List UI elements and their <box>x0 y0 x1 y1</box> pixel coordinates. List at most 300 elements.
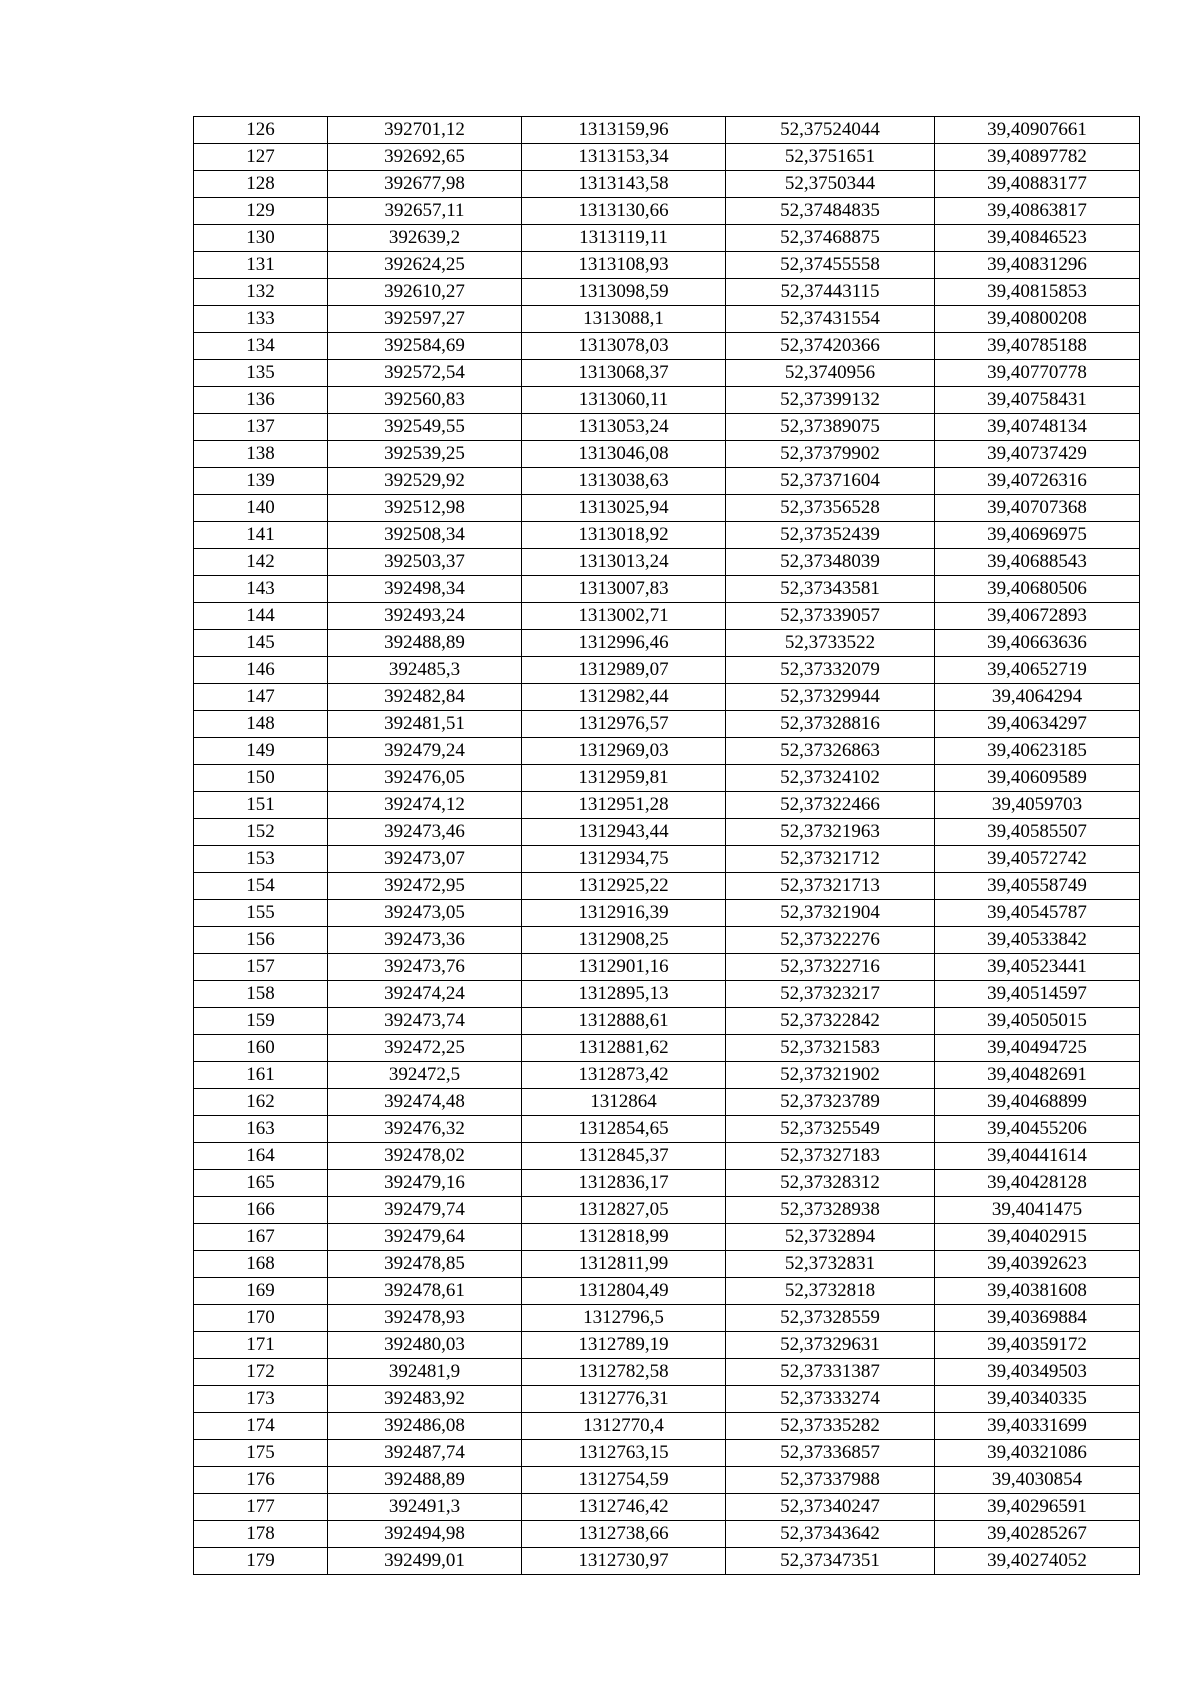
point-number-cell: 172 <box>194 1359 328 1386</box>
point-number-cell: 134 <box>194 333 328 360</box>
point-number-cell: 127 <box>194 144 328 171</box>
longitude-cell: 39,40680506 <box>935 576 1140 603</box>
x-coordinate-cell: 392488,89 <box>328 630 522 657</box>
latitude-cell: 52,37348039 <box>726 549 935 576</box>
y-coordinate-cell: 1312836,17 <box>522 1170 726 1197</box>
point-number-cell: 139 <box>194 468 328 495</box>
longitude-cell: 39,40623185 <box>935 738 1140 765</box>
x-coordinate-cell: 392474,24 <box>328 981 522 1008</box>
longitude-cell: 39,40672893 <box>935 603 1140 630</box>
y-coordinate-cell: 1312746,42 <box>522 1494 726 1521</box>
x-coordinate-cell: 392493,24 <box>328 603 522 630</box>
latitude-cell: 52,3732894 <box>726 1224 935 1251</box>
longitude-cell: 39,40505015 <box>935 1008 1140 1035</box>
table-row <box>194 927 1140 954</box>
y-coordinate-cell: 1312770,4 <box>522 1413 726 1440</box>
point-number-cell: 154 <box>194 873 328 900</box>
table-row <box>194 333 1140 360</box>
y-coordinate-cell: 1312908,25 <box>522 927 726 954</box>
latitude-cell: 52,37323217 <box>726 981 935 1008</box>
y-coordinate-cell: 1312776,31 <box>522 1386 726 1413</box>
x-coordinate-cell: 392476,05 <box>328 765 522 792</box>
table-row <box>194 792 1140 819</box>
longitude-cell: 39,40402915 <box>935 1224 1140 1251</box>
x-coordinate-cell: 392503,37 <box>328 549 522 576</box>
x-coordinate-cell: 392482,84 <box>328 684 522 711</box>
y-coordinate-cell: 1312845,37 <box>522 1143 726 1170</box>
x-coordinate-cell: 392478,61 <box>328 1278 522 1305</box>
point-number-cell: 153 <box>194 846 328 873</box>
point-number-cell: 160 <box>194 1035 328 1062</box>
table-row <box>194 387 1140 414</box>
table-row <box>194 900 1140 927</box>
table-row <box>194 171 1140 198</box>
y-coordinate-cell: 1312969,03 <box>522 738 726 765</box>
table-row <box>194 684 1140 711</box>
y-coordinate-cell: 1313098,59 <box>522 279 726 306</box>
y-coordinate-cell: 1313068,37 <box>522 360 726 387</box>
x-coordinate-cell: 392701,12 <box>328 117 522 144</box>
x-coordinate-cell: 392480,03 <box>328 1332 522 1359</box>
y-coordinate-cell: 1312730,97 <box>522 1548 726 1575</box>
latitude-cell: 52,37468875 <box>726 225 935 252</box>
point-number-cell: 138 <box>194 441 328 468</box>
longitude-cell: 39,40800208 <box>935 306 1140 333</box>
x-coordinate-cell: 392478,93 <box>328 1305 522 1332</box>
point-number-cell: 146 <box>194 657 328 684</box>
latitude-cell: 52,37325549 <box>726 1116 935 1143</box>
y-coordinate-cell: 1312901,16 <box>522 954 726 981</box>
point-number-cell: 177 <box>194 1494 328 1521</box>
longitude-cell: 39,40274052 <box>935 1548 1140 1575</box>
latitude-cell: 52,3740956 <box>726 360 935 387</box>
latitude-cell: 52,37484835 <box>726 198 935 225</box>
longitude-cell: 39,40468899 <box>935 1089 1140 1116</box>
latitude-cell: 52,37328816 <box>726 711 935 738</box>
y-coordinate-cell: 1312763,15 <box>522 1440 726 1467</box>
latitude-cell: 52,37321963 <box>726 819 935 846</box>
y-coordinate-cell: 1312873,42 <box>522 1062 726 1089</box>
longitude-cell: 39,4064294 <box>935 684 1140 711</box>
latitude-cell: 52,37327183 <box>726 1143 935 1170</box>
x-coordinate-cell: 392491,3 <box>328 1494 522 1521</box>
x-coordinate-cell: 392476,32 <box>328 1116 522 1143</box>
y-coordinate-cell: 1312895,13 <box>522 981 726 1008</box>
table-row <box>194 1116 1140 1143</box>
point-number-cell: 170 <box>194 1305 328 1332</box>
x-coordinate-cell: 392472,95 <box>328 873 522 900</box>
latitude-cell: 52,3751651 <box>726 144 935 171</box>
longitude-cell: 39,40494725 <box>935 1035 1140 1062</box>
latitude-cell: 52,37420366 <box>726 333 935 360</box>
latitude-cell: 52,37333274 <box>726 1386 935 1413</box>
coordinates-table <box>193 116 1140 1575</box>
x-coordinate-cell: 392692,65 <box>328 144 522 171</box>
point-number-cell: 151 <box>194 792 328 819</box>
y-coordinate-cell: 1312854,65 <box>522 1116 726 1143</box>
longitude-cell: 39,40663636 <box>935 630 1140 657</box>
y-coordinate-cell: 1312959,81 <box>522 765 726 792</box>
x-coordinate-cell: 392560,83 <box>328 387 522 414</box>
y-coordinate-cell: 1312881,62 <box>522 1035 726 1062</box>
table-row <box>194 1062 1140 1089</box>
longitude-cell: 39,40688543 <box>935 549 1140 576</box>
y-coordinate-cell: 1312916,39 <box>522 900 726 927</box>
x-coordinate-cell: 392473,46 <box>328 819 522 846</box>
table-row <box>194 1359 1140 1386</box>
longitude-cell: 39,40897782 <box>935 144 1140 171</box>
point-number-cell: 140 <box>194 495 328 522</box>
x-coordinate-cell: 392529,92 <box>328 468 522 495</box>
table-row <box>194 1170 1140 1197</box>
latitude-cell: 52,37443115 <box>726 279 935 306</box>
x-coordinate-cell: 392539,25 <box>328 441 522 468</box>
longitude-cell: 39,40285267 <box>935 1521 1140 1548</box>
latitude-cell: 52,37431554 <box>726 306 935 333</box>
y-coordinate-cell: 1312943,44 <box>522 819 726 846</box>
longitude-cell: 39,40737429 <box>935 441 1140 468</box>
latitude-cell: 52,37322276 <box>726 927 935 954</box>
latitude-cell: 52,37524044 <box>726 117 935 144</box>
x-coordinate-cell: 392639,2 <box>328 225 522 252</box>
point-number-cell: 150 <box>194 765 328 792</box>
table-row <box>194 1035 1140 1062</box>
table-row <box>194 1440 1140 1467</box>
table-row <box>194 1143 1140 1170</box>
y-coordinate-cell: 1313159,96 <box>522 117 726 144</box>
longitude-cell: 39,40533842 <box>935 927 1140 954</box>
longitude-cell: 39,40572742 <box>935 846 1140 873</box>
point-number-cell: 165 <box>194 1170 328 1197</box>
latitude-cell: 52,37337988 <box>726 1467 935 1494</box>
latitude-cell: 52,37321902 <box>726 1062 935 1089</box>
longitude-cell: 39,40455206 <box>935 1116 1140 1143</box>
latitude-cell: 52,37356528 <box>726 495 935 522</box>
longitude-cell: 39,40748134 <box>935 414 1140 441</box>
y-coordinate-cell: 1313053,24 <box>522 414 726 441</box>
table-row <box>194 603 1140 630</box>
x-coordinate-cell: 392485,3 <box>328 657 522 684</box>
longitude-cell: 39,40907661 <box>935 117 1140 144</box>
x-coordinate-cell: 392487,74 <box>328 1440 522 1467</box>
latitude-cell: 52,37328938 <box>726 1197 935 1224</box>
x-coordinate-cell: 392657,11 <box>328 198 522 225</box>
table-row <box>194 468 1140 495</box>
latitude-cell: 52,37323789 <box>726 1089 935 1116</box>
x-coordinate-cell: 392597,27 <box>328 306 522 333</box>
longitude-cell: 39,40482691 <box>935 1062 1140 1089</box>
latitude-cell: 52,37321904 <box>726 900 935 927</box>
point-number-cell: 149 <box>194 738 328 765</box>
y-coordinate-cell: 1313078,03 <box>522 333 726 360</box>
x-coordinate-cell: 392624,25 <box>328 252 522 279</box>
y-coordinate-cell: 1313002,71 <box>522 603 726 630</box>
longitude-cell: 39,4030854 <box>935 1467 1140 1494</box>
latitude-cell: 52,3732831 <box>726 1251 935 1278</box>
y-coordinate-cell: 1312804,49 <box>522 1278 726 1305</box>
latitude-cell: 52,37322842 <box>726 1008 935 1035</box>
y-coordinate-cell: 1313038,63 <box>522 468 726 495</box>
latitude-cell: 52,37326863 <box>726 738 935 765</box>
latitude-cell: 52,37322466 <box>726 792 935 819</box>
x-coordinate-cell: 392473,74 <box>328 1008 522 1035</box>
point-number-cell: 142 <box>194 549 328 576</box>
point-number-cell: 145 <box>194 630 328 657</box>
y-coordinate-cell: 1312888,61 <box>522 1008 726 1035</box>
x-coordinate-cell: 392479,16 <box>328 1170 522 1197</box>
longitude-cell: 39,40815853 <box>935 279 1140 306</box>
point-number-cell: 126 <box>194 117 328 144</box>
y-coordinate-cell: 1312754,59 <box>522 1467 726 1494</box>
y-coordinate-cell: 1313046,08 <box>522 441 726 468</box>
latitude-cell: 52,37336857 <box>726 1440 935 1467</box>
x-coordinate-cell: 392478,02 <box>328 1143 522 1170</box>
table-row <box>194 1548 1140 1575</box>
table-row <box>194 306 1140 333</box>
latitude-cell: 52,37340247 <box>726 1494 935 1521</box>
y-coordinate-cell: 1313007,83 <box>522 576 726 603</box>
table-row <box>194 1224 1140 1251</box>
latitude-cell: 52,3750344 <box>726 171 935 198</box>
x-coordinate-cell: 392498,34 <box>328 576 522 603</box>
latitude-cell: 52,3733522 <box>726 630 935 657</box>
table-row <box>194 198 1140 225</box>
table-row <box>194 1305 1140 1332</box>
y-coordinate-cell: 1313143,58 <box>522 171 726 198</box>
x-coordinate-cell: 392481,9 <box>328 1359 522 1386</box>
x-coordinate-cell: 392474,12 <box>328 792 522 819</box>
latitude-cell: 52,37329631 <box>726 1332 935 1359</box>
table-row <box>194 873 1140 900</box>
point-number-cell: 166 <box>194 1197 328 1224</box>
x-coordinate-cell: 392486,08 <box>328 1413 522 1440</box>
longitude-cell: 39,4041475 <box>935 1197 1140 1224</box>
point-number-cell: 161 <box>194 1062 328 1089</box>
point-number-cell: 175 <box>194 1440 328 1467</box>
longitude-cell: 39,40883177 <box>935 171 1140 198</box>
table-row <box>194 1494 1140 1521</box>
point-number-cell: 131 <box>194 252 328 279</box>
longitude-cell: 39,40331699 <box>935 1413 1140 1440</box>
longitude-cell: 39,40359172 <box>935 1332 1140 1359</box>
longitude-cell: 39,40634297 <box>935 711 1140 738</box>
point-number-cell: 137 <box>194 414 328 441</box>
y-coordinate-cell: 1313153,34 <box>522 144 726 171</box>
x-coordinate-cell: 392488,89 <box>328 1467 522 1494</box>
longitude-cell: 39,40296591 <box>935 1494 1140 1521</box>
y-coordinate-cell: 1313013,24 <box>522 549 726 576</box>
y-coordinate-cell: 1312738,66 <box>522 1521 726 1548</box>
latitude-cell: 52,37329944 <box>726 684 935 711</box>
x-coordinate-cell: 392499,01 <box>328 1548 522 1575</box>
table-row <box>194 414 1140 441</box>
latitude-cell: 52,37389075 <box>726 414 935 441</box>
longitude-cell: 39,40321086 <box>935 1440 1140 1467</box>
x-coordinate-cell: 392478,85 <box>328 1251 522 1278</box>
latitude-cell: 52,37321713 <box>726 873 935 900</box>
table-row <box>194 360 1140 387</box>
latitude-cell: 52,37331387 <box>726 1359 935 1386</box>
point-number-cell: 152 <box>194 819 328 846</box>
point-number-cell: 173 <box>194 1386 328 1413</box>
point-number-cell: 169 <box>194 1278 328 1305</box>
table-row <box>194 1413 1140 1440</box>
table-row <box>194 576 1140 603</box>
longitude-cell: 39,40441614 <box>935 1143 1140 1170</box>
x-coordinate-cell: 392610,27 <box>328 279 522 306</box>
latitude-cell: 52,37328559 <box>726 1305 935 1332</box>
y-coordinate-cell: 1312796,5 <box>522 1305 726 1332</box>
point-number-cell: 129 <box>194 198 328 225</box>
y-coordinate-cell: 1313060,11 <box>522 387 726 414</box>
latitude-cell: 52,37321583 <box>726 1035 935 1062</box>
table-row <box>194 1332 1140 1359</box>
y-coordinate-cell: 1312789,19 <box>522 1332 726 1359</box>
table-row <box>194 1521 1140 1548</box>
longitude-cell: 39,40770778 <box>935 360 1140 387</box>
x-coordinate-cell: 392479,74 <box>328 1197 522 1224</box>
longitude-cell: 39,40523441 <box>935 954 1140 981</box>
point-number-cell: 155 <box>194 900 328 927</box>
point-number-cell: 144 <box>194 603 328 630</box>
latitude-cell: 52,37343581 <box>726 576 935 603</box>
table-row <box>194 738 1140 765</box>
point-number-cell: 178 <box>194 1521 328 1548</box>
longitude-cell: 39,40392623 <box>935 1251 1140 1278</box>
table-row <box>194 279 1140 306</box>
y-coordinate-cell: 1312782,58 <box>522 1359 726 1386</box>
point-number-cell: 133 <box>194 306 328 333</box>
latitude-cell: 52,37399132 <box>726 387 935 414</box>
table-row <box>194 1008 1140 1035</box>
table-row <box>194 1251 1140 1278</box>
latitude-cell: 52,37343642 <box>726 1521 935 1548</box>
y-coordinate-cell: 1312925,22 <box>522 873 726 900</box>
longitude-cell: 39,40545787 <box>935 900 1140 927</box>
longitude-cell: 39,40696975 <box>935 522 1140 549</box>
latitude-cell: 52,37335282 <box>726 1413 935 1440</box>
point-number-cell: 159 <box>194 1008 328 1035</box>
y-coordinate-cell: 1313108,93 <box>522 252 726 279</box>
table-row <box>194 1386 1140 1413</box>
point-number-cell: 174 <box>194 1413 328 1440</box>
x-coordinate-cell: 392508,34 <box>328 522 522 549</box>
y-coordinate-cell: 1313025,94 <box>522 495 726 522</box>
latitude-cell: 52,37339057 <box>726 603 935 630</box>
point-number-cell: 135 <box>194 360 328 387</box>
table-row <box>194 711 1140 738</box>
latitude-cell: 52,37352439 <box>726 522 935 549</box>
x-coordinate-cell: 392474,48 <box>328 1089 522 1116</box>
table-row <box>194 225 1140 252</box>
x-coordinate-cell: 392473,76 <box>328 954 522 981</box>
longitude-cell: 39,40652719 <box>935 657 1140 684</box>
table-row <box>194 252 1140 279</box>
point-number-cell: 163 <box>194 1116 328 1143</box>
x-coordinate-cell: 392677,98 <box>328 171 522 198</box>
point-number-cell: 143 <box>194 576 328 603</box>
table-row <box>194 981 1140 1008</box>
x-coordinate-cell: 392494,98 <box>328 1521 522 1548</box>
y-coordinate-cell: 1312811,99 <box>522 1251 726 1278</box>
x-coordinate-cell: 392472,5 <box>328 1062 522 1089</box>
y-coordinate-cell: 1313130,66 <box>522 198 726 225</box>
longitude-cell: 39,40707368 <box>935 495 1140 522</box>
longitude-cell: 39,40349503 <box>935 1359 1140 1386</box>
table-row <box>194 1197 1140 1224</box>
table-row <box>194 549 1140 576</box>
table-row <box>194 765 1140 792</box>
x-coordinate-cell: 392473,05 <box>328 900 522 927</box>
table-row <box>194 657 1140 684</box>
point-number-cell: 132 <box>194 279 328 306</box>
table-row <box>194 144 1140 171</box>
table-row <box>194 495 1140 522</box>
latitude-cell: 52,37347351 <box>726 1548 935 1575</box>
longitude-cell: 39,40831296 <box>935 252 1140 279</box>
y-coordinate-cell: 1312996,46 <box>522 630 726 657</box>
longitude-cell: 39,40758431 <box>935 387 1140 414</box>
latitude-cell: 52,37322716 <box>726 954 935 981</box>
point-number-cell: 162 <box>194 1089 328 1116</box>
table-row <box>194 1278 1140 1305</box>
x-coordinate-cell: 392512,98 <box>328 495 522 522</box>
table-row <box>194 954 1140 981</box>
table-row <box>194 1089 1140 1116</box>
point-number-cell: 157 <box>194 954 328 981</box>
latitude-cell: 52,37371604 <box>726 468 935 495</box>
point-number-cell: 168 <box>194 1251 328 1278</box>
x-coordinate-cell: 392481,51 <box>328 711 522 738</box>
longitude-cell: 39,40609589 <box>935 765 1140 792</box>
x-coordinate-cell: 392483,92 <box>328 1386 522 1413</box>
longitude-cell: 39,40846523 <box>935 225 1140 252</box>
x-coordinate-cell: 392472,25 <box>328 1035 522 1062</box>
y-coordinate-cell: 1313088,1 <box>522 306 726 333</box>
point-number-cell: 141 <box>194 522 328 549</box>
table-row <box>194 441 1140 468</box>
y-coordinate-cell: 1312951,28 <box>522 792 726 819</box>
longitude-cell: 39,40785188 <box>935 333 1140 360</box>
latitude-cell: 52,37455558 <box>726 252 935 279</box>
point-number-cell: 179 <box>194 1548 328 1575</box>
x-coordinate-cell: 392479,64 <box>328 1224 522 1251</box>
longitude-cell: 39,40514597 <box>935 981 1140 1008</box>
table-row <box>194 1467 1140 1494</box>
point-number-cell: 147 <box>194 684 328 711</box>
latitude-cell: 52,37379902 <box>726 441 935 468</box>
y-coordinate-cell: 1313119,11 <box>522 225 726 252</box>
latitude-cell: 52,3732818 <box>726 1278 935 1305</box>
point-number-cell: 164 <box>194 1143 328 1170</box>
table-row <box>194 117 1140 144</box>
point-number-cell: 130 <box>194 225 328 252</box>
longitude-cell: 39,4059703 <box>935 792 1140 819</box>
y-coordinate-cell: 1312827,05 <box>522 1197 726 1224</box>
longitude-cell: 39,40863817 <box>935 198 1140 225</box>
latitude-cell: 52,37324102 <box>726 765 935 792</box>
point-number-cell: 171 <box>194 1332 328 1359</box>
point-number-cell: 156 <box>194 927 328 954</box>
point-number-cell: 158 <box>194 981 328 1008</box>
longitude-cell: 39,40340335 <box>935 1386 1140 1413</box>
y-coordinate-cell: 1312982,44 <box>522 684 726 711</box>
x-coordinate-cell: 392473,07 <box>328 846 522 873</box>
table-row <box>194 819 1140 846</box>
longitude-cell: 39,40558749 <box>935 873 1140 900</box>
x-coordinate-cell: 392473,36 <box>328 927 522 954</box>
point-number-cell: 167 <box>194 1224 328 1251</box>
